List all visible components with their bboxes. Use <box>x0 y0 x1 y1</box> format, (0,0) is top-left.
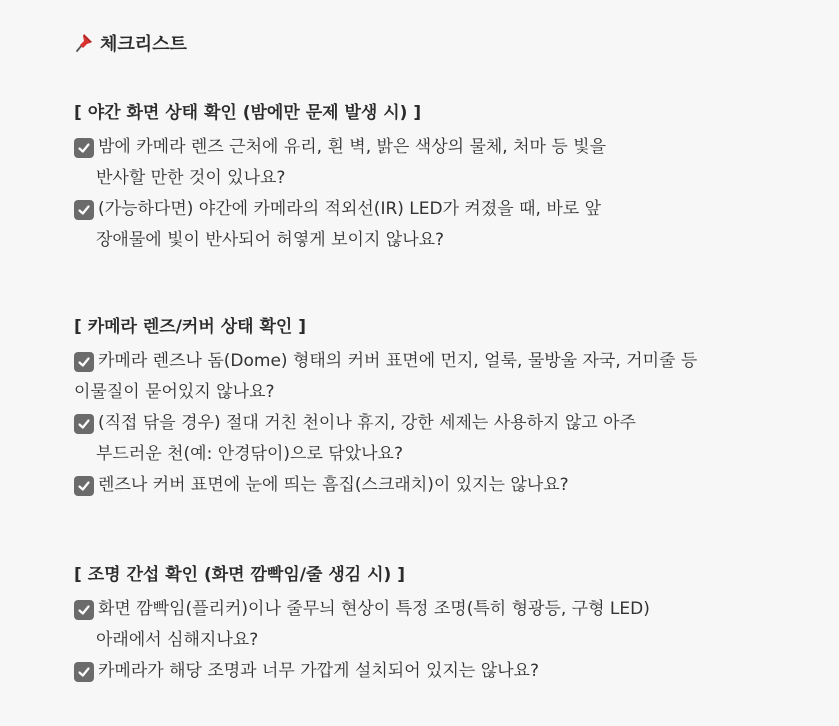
check-box-icon[interactable] <box>74 200 94 220</box>
check-box-icon[interactable] <box>74 138 94 158</box>
pushpin-icon <box>74 32 94 54</box>
checklist-item <box>74 194 814 256</box>
checklist-title-row <box>74 30 187 56</box>
check-box-icon[interactable] <box>74 476 94 496</box>
item-text-line1: 밤에 카메라 렌즈 근처에 유리, 흰 벽, 밝은 색상의 물체, 처마 등 빛을 <box>98 137 607 157</box>
item-text-line2: 아래에서 심해지나요? <box>96 630 259 650</box>
checklist-title: 체크리스트 <box>100 34 187 55</box>
checklist-item <box>74 470 814 501</box>
section-lighting-interference <box>74 562 814 687</box>
item-text-line1: 카메라 렌즈나 돔(Dome) 형태의 커버 표면에 먼지, 얼룩, 물방울 자국, 거미줄 등 <box>98 351 698 371</box>
item-text-line1: (직접 닦을 경우) 절대 거친 천이나 휴지, 강한 세제는 사용하지 않고 아주 <box>98 413 636 433</box>
check-box-icon[interactable] <box>74 414 94 434</box>
checklist-item <box>74 594 814 656</box>
item-text-line2: 부드러운 천(예: 안경닦이)으로 닦았나요? <box>96 444 403 464</box>
item-text-line1: 카메라가 해당 조명과 너무 가깝게 설치되어 있지는 않나요? <box>98 661 539 681</box>
checklist-item <box>74 346 814 408</box>
item-text-line2: 반사할 만한 것이 있나요? <box>96 168 286 188</box>
item-text-line2: 이물질이 묻어있지 않나요? <box>74 382 275 402</box>
check-box-icon[interactable] <box>74 600 94 620</box>
checklist-item <box>74 408 814 470</box>
item-text-line1: (가능하다면) 야간에 카메라의 적외선(IR) LED가 켜졌을 때, 바로 앞 <box>98 199 601 219</box>
section-heading: [ 야간 화면 상태 확인 (밤에만 문제 발생 시) ] <box>74 103 422 123</box>
section-heading: [ 조명 간섭 확인 (화면 깜빡임/줄 생김 시) ] <box>74 565 405 585</box>
item-text-line2: 장애물에 빛이 반사되어 허옇게 보이지 않나요? <box>96 230 445 250</box>
section-night-screen <box>74 100 814 256</box>
section-lens-cover <box>74 314 814 501</box>
item-text-line1: 화면 깜빡임(플리커)이나 줄무늬 현상이 특정 조명(특히 형광등, 구형 LED) <box>98 599 650 619</box>
checklist-item <box>74 656 814 687</box>
section-heading: [ 카메라 렌즈/커버 상태 확인 ] <box>74 317 306 337</box>
check-box-icon[interactable] <box>74 352 94 372</box>
item-text-line1: 렌즈나 커버 표면에 눈에 띄는 흠집(스크래치)이 있지는 않나요? <box>98 475 569 495</box>
check-box-icon[interactable] <box>74 662 94 682</box>
checklist-item <box>74 132 814 194</box>
